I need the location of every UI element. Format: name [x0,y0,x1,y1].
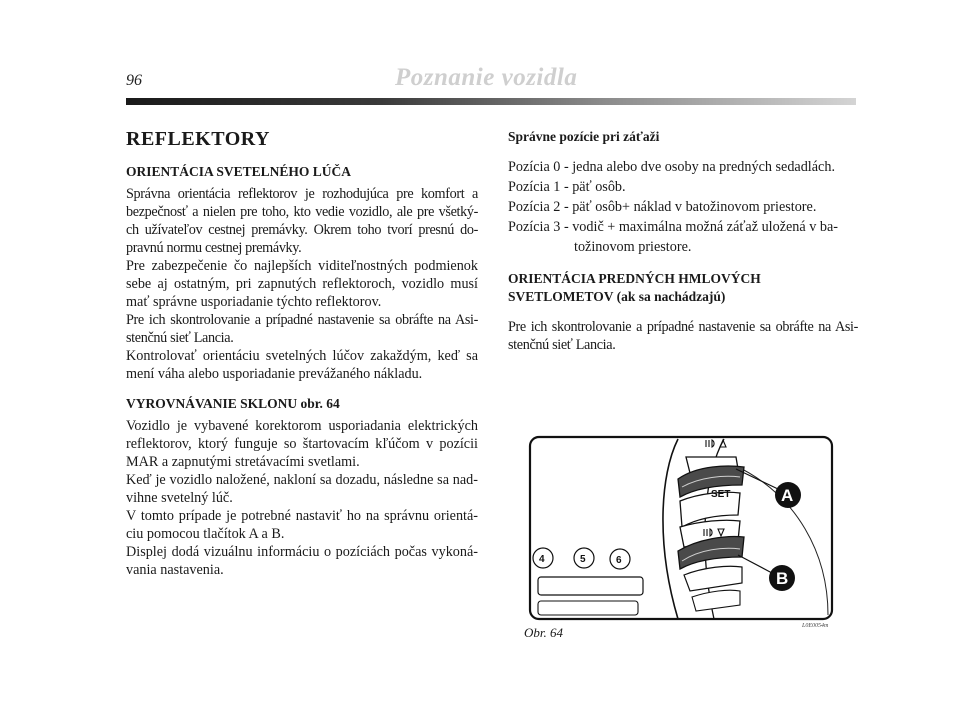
paragraph: Keď je vozidlo naložené, nakloní sa dozadu, následne sa nad- vihne svetelný lúč. [126,472,478,506]
position-line: Pozícia 0 - jedna alebo dve osoby na predných sedadlách. [508,159,835,175]
figure-code: L0E0054m [802,623,829,629]
section-title: REFLEKTORY [126,128,270,150]
paragraph: V tomto prípade je potrebné nastaviť ho na správnu orientá- ciu pomocou tlačítok A a B. [126,508,478,542]
callout-b [769,565,795,591]
leveling-heading: VYROVNÁVANIE SKLONU obr. 64 [126,396,340,411]
spacer [508,310,858,318]
paragraph: Kontrolovať orientáciu svetelných lúčov zakaždým, keď sa mení váha alebo usporiadanie prevážaného nákladu. [126,348,478,382]
header-rule [126,98,856,105]
paragraph: Pre zabezpečenie čo najlepších viditeľnostných podmienok sebe aj ostatným, pri zapnutých reflektoroch, vozidlo musí mať správne usporiadanie týchto reflektorov. [126,258,478,310]
paragraph: Pre ich skontrolovanie a prípadné nastavenie sa obráfte na Asi- stenčnú sieť Lancia. [508,319,858,353]
position-line: Pozícia 2 - päť osôb+ náklad v batožinovom priestore. [508,199,817,215]
spacer [508,150,858,158]
left-column [126,128,478,579]
callout-a [775,482,801,508]
page-number: 96 [126,72,142,89]
spacer [508,258,858,270]
svg-text:A: A [781,486,794,505]
position-line-continuation: tožinovom priestore. [574,239,692,255]
key-label: 6 [616,555,622,566]
paragraph: Pre ich skontrolovanie a prípadné nastavenie sa obráfte na Asi- stenčnú sieť Lancia. [126,312,478,346]
numeric-keys [533,548,630,569]
key-label: 4 [539,554,545,565]
key-label: 5 [580,554,586,565]
position-line: Pozícia 1 - päť osôb. [508,179,626,195]
running-header: Poznanie vozidla [395,64,578,91]
paragraph: Správna orientácia reflektorov je rozhodujúca pre komfort a bezpečnosť a nielen pre toho, kto vedie vozidlo, ale pre všetký- ch užívateľov cestnej premávky. Okrem toho tvorí presnú do- pravnú normu cestnej premávky. [126,186,478,256]
fog-lights-heading: ORIENTÁCIA PREDNÝCH HMLOVÝCH SVETLOMETOV (ak sa nachádzajú) [508,271,761,304]
set-button-label: SET [711,489,731,500]
paragraph: Vozidlo je vybavené korektorom usporiadania elektrických reflektorov, ktorý funguje so štartovacím kľúčom v pozícii MAR a zapnutými stretávacími svetlami. [126,418,478,470]
figure-64 [528,435,834,621]
spacer [126,383,478,395]
load-positions-heading: Správne pozície pri záťaži [508,129,660,144]
figure-caption: Obr. 64 [524,625,564,640]
paragraph: Displej dodá vizuálnu informáciu o pozíciách počas vykoná- vania nastavenia. [126,544,478,578]
svg-text:B: B [776,569,789,588]
dashboard-illustration [528,435,834,621]
right-column [508,128,858,354]
position-line: Pozícia 3 - vodič + maximálna možná záťaž uložená v ba- [508,219,838,235]
beam-orientation-heading: ORIENTÁCIA SVETELNÉHO LÚČA [126,164,352,179]
